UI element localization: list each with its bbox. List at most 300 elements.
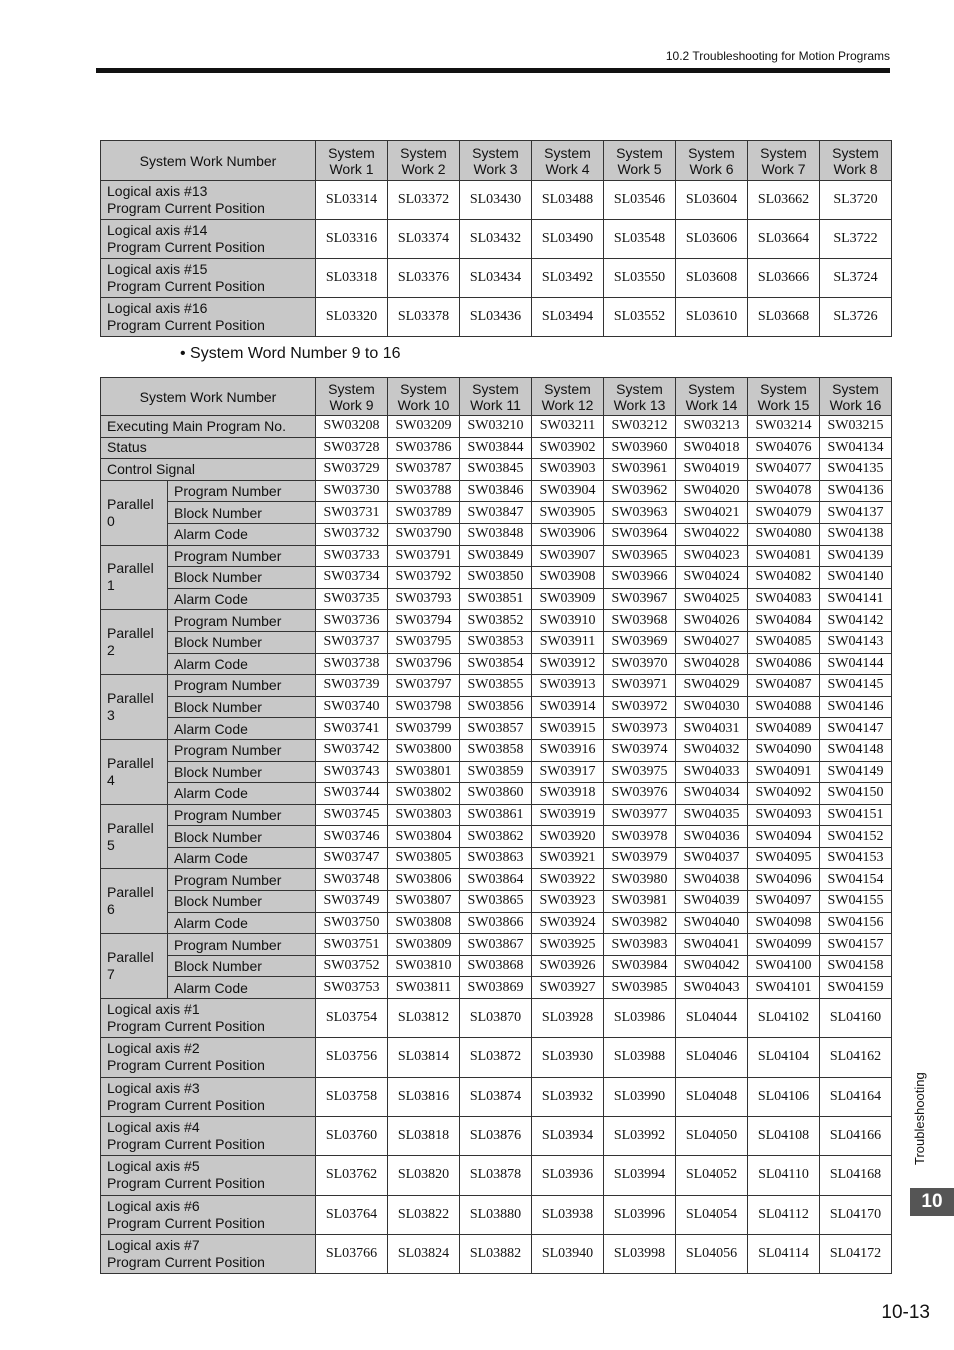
table-row bbox=[101, 912, 892, 934]
value-cell: SL03434 bbox=[460, 259, 532, 298]
value-cell: SW04139 bbox=[820, 545, 892, 567]
value-cell: SL04160 bbox=[820, 999, 892, 1038]
value-cell: SW03846 bbox=[460, 480, 532, 502]
cell-line: System bbox=[832, 144, 879, 161]
value-cell: SW04038 bbox=[676, 869, 748, 891]
value-cell: SW04084 bbox=[748, 610, 820, 632]
table-row bbox=[101, 977, 892, 999]
value-cell: SW04100 bbox=[748, 955, 820, 977]
value-cell: SL03546 bbox=[604, 181, 676, 220]
column-header bbox=[604, 378, 676, 416]
cell-line: System bbox=[472, 380, 519, 397]
row-label bbox=[101, 1038, 316, 1077]
cell-line: Work 5 bbox=[617, 160, 662, 177]
parallel-label bbox=[101, 480, 168, 545]
value-cell: SW04023 bbox=[676, 545, 748, 567]
value-cell: SW04080 bbox=[748, 523, 820, 545]
cell-line: 3 bbox=[107, 707, 115, 724]
value-cell: SL03606 bbox=[676, 220, 748, 259]
header-row bbox=[101, 378, 892, 416]
value-cell: SW03915 bbox=[532, 718, 604, 740]
cell-line: Program Current Position bbox=[107, 278, 265, 294]
value-cell: SW03735 bbox=[316, 588, 388, 610]
sub-row-label: Block Number bbox=[168, 502, 316, 524]
value-cell: SW03985 bbox=[604, 977, 676, 999]
cell-line: 1 bbox=[107, 577, 115, 594]
column-header bbox=[532, 378, 604, 416]
row-label bbox=[101, 181, 316, 220]
cell-line: 4 bbox=[107, 771, 115, 788]
value-cell: SW03855 bbox=[460, 675, 532, 697]
value-cell: SW03979 bbox=[604, 847, 676, 869]
value-cell: SL03754 bbox=[316, 999, 388, 1038]
cell-line: Logical axis #13 bbox=[107, 183, 208, 199]
cell-line: Parallel bbox=[107, 884, 154, 901]
value-cell: SW04150 bbox=[820, 783, 892, 805]
cell-line: System bbox=[400, 144, 447, 161]
value-cell: SW03857 bbox=[460, 718, 532, 740]
value-cell: SL04162 bbox=[820, 1038, 892, 1077]
value-cell: SW03797 bbox=[388, 675, 460, 697]
value-cell: SW04031 bbox=[676, 718, 748, 740]
value-cell: SL03758 bbox=[316, 1077, 388, 1116]
value-cell: SW03917 bbox=[532, 761, 604, 783]
value-cell: SL03664 bbox=[748, 220, 820, 259]
value-cell: SW04021 bbox=[676, 502, 748, 524]
cell-line: Parallel bbox=[107, 819, 154, 836]
value-cell: SL03936 bbox=[532, 1156, 604, 1195]
value-cell: SW04098 bbox=[748, 912, 820, 934]
sub-row-label: Alarm Code bbox=[168, 847, 316, 869]
value-cell: SW03791 bbox=[388, 545, 460, 567]
value-cell: SW03737 bbox=[316, 631, 388, 653]
value-cell: SL03816 bbox=[388, 1077, 460, 1116]
value-cell: SW04136 bbox=[820, 480, 892, 502]
value-cell: SW03968 bbox=[604, 610, 676, 632]
value-cell: SW04043 bbox=[676, 977, 748, 999]
value-cell: SW03856 bbox=[460, 696, 532, 718]
cell-line: Parallel bbox=[107, 949, 154, 966]
value-cell: SW04088 bbox=[748, 696, 820, 718]
row-label: Status bbox=[101, 437, 316, 459]
column-header bbox=[676, 378, 748, 416]
table-row bbox=[101, 891, 892, 913]
value-cell: SW04082 bbox=[748, 567, 820, 589]
value-cell: SW03728 bbox=[316, 437, 388, 459]
value-cell: SL04052 bbox=[676, 1156, 748, 1195]
table-row bbox=[101, 1116, 892, 1155]
sub-row-label: Program Number bbox=[168, 739, 316, 761]
cell-line: 0 bbox=[107, 512, 115, 529]
value-cell: SW04018 bbox=[676, 437, 748, 459]
value-cell: SW04101 bbox=[748, 977, 820, 999]
value-cell: SW03738 bbox=[316, 653, 388, 675]
value-cell: SL03878 bbox=[460, 1156, 532, 1195]
table-row bbox=[101, 1038, 892, 1077]
cell-line: Program Current Position bbox=[107, 1214, 265, 1231]
value-cell: SL03372 bbox=[388, 181, 460, 220]
value-cell: SL03430 bbox=[460, 181, 532, 220]
value-cell: SW04140 bbox=[820, 567, 892, 589]
value-cell: SW03974 bbox=[604, 739, 676, 761]
value-cell: SL03880 bbox=[460, 1195, 532, 1234]
value-cell: SL03876 bbox=[460, 1116, 532, 1155]
value-cell: SL03760 bbox=[316, 1116, 388, 1155]
table-row bbox=[101, 416, 892, 438]
value-cell: SW03850 bbox=[460, 567, 532, 589]
cell-line: Work 14 bbox=[685, 396, 738, 413]
cell-line: System bbox=[544, 380, 591, 397]
value-cell: SL03814 bbox=[388, 1038, 460, 1077]
value-cell: SL03764 bbox=[316, 1195, 388, 1234]
row-label: Executing Main Program No. bbox=[101, 416, 316, 438]
value-cell: SW03793 bbox=[388, 588, 460, 610]
value-cell: SW03914 bbox=[532, 696, 604, 718]
value-cell: SW04157 bbox=[820, 934, 892, 956]
cell-line: Parallel bbox=[107, 690, 154, 707]
cell-line: System bbox=[616, 380, 663, 397]
value-cell: SL03812 bbox=[388, 999, 460, 1038]
column-header-label: System Work Number bbox=[101, 141, 316, 181]
value-cell: SW04027 bbox=[676, 631, 748, 653]
cell-line: Logical axis #5 bbox=[107, 1158, 200, 1175]
cell-line: System bbox=[688, 144, 735, 161]
value-cell: SW03860 bbox=[460, 783, 532, 805]
value-cell: SW03961 bbox=[604, 459, 676, 481]
value-cell: SW03752 bbox=[316, 955, 388, 977]
value-cell: SL03492 bbox=[532, 259, 604, 298]
value-cell: SW04076 bbox=[748, 437, 820, 459]
value-cell: SL04056 bbox=[676, 1234, 748, 1273]
value-cell: SL03666 bbox=[748, 259, 820, 298]
value-cell: SW03792 bbox=[388, 567, 460, 589]
value-cell: SW03983 bbox=[604, 934, 676, 956]
value-cell: SW04097 bbox=[748, 891, 820, 913]
value-cell: SL03436 bbox=[460, 298, 532, 337]
value-cell: SW04032 bbox=[676, 739, 748, 761]
cell-line: Logical axis #1 bbox=[107, 1001, 200, 1018]
cell-line: Work 12 bbox=[541, 396, 594, 413]
table-row bbox=[101, 610, 892, 632]
value-cell: SL03986 bbox=[604, 999, 676, 1038]
sub-row-label: Program Number bbox=[168, 675, 316, 697]
cell-line: Work 13 bbox=[613, 396, 666, 413]
value-cell: SW03739 bbox=[316, 675, 388, 697]
value-cell: SL03932 bbox=[532, 1077, 604, 1116]
value-cell: SL03766 bbox=[316, 1234, 388, 1273]
value-cell: SW04028 bbox=[676, 653, 748, 675]
value-cell: SL03820 bbox=[388, 1156, 460, 1195]
value-cell: SW04083 bbox=[748, 588, 820, 610]
value-cell: SW03916 bbox=[532, 739, 604, 761]
cell-line: Work 2 bbox=[401, 160, 446, 177]
value-cell: SL04050 bbox=[676, 1116, 748, 1155]
value-cell: SW03210 bbox=[460, 416, 532, 438]
value-cell: SL03988 bbox=[604, 1038, 676, 1077]
value-cell: SW03964 bbox=[604, 523, 676, 545]
value-cell: SW04092 bbox=[748, 783, 820, 805]
value-cell: SW03909 bbox=[532, 588, 604, 610]
value-cell: SW04040 bbox=[676, 912, 748, 934]
value-cell: SL03938 bbox=[532, 1195, 604, 1234]
value-cell: SW03798 bbox=[388, 696, 460, 718]
table-row bbox=[101, 502, 892, 524]
value-cell: SW04093 bbox=[748, 804, 820, 826]
value-cell: SW03215 bbox=[820, 416, 892, 438]
value-cell: SL3726 bbox=[820, 298, 892, 337]
value-cell: SW03867 bbox=[460, 934, 532, 956]
value-cell: SL03756 bbox=[316, 1038, 388, 1077]
value-cell: SL03824 bbox=[388, 1234, 460, 1273]
value-cell: SL03934 bbox=[532, 1116, 604, 1155]
value-cell: SW03924 bbox=[532, 912, 604, 934]
value-cell: SW04095 bbox=[748, 847, 820, 869]
value-cell: SW03854 bbox=[460, 653, 532, 675]
value-cell: SL04114 bbox=[748, 1234, 820, 1273]
value-cell: SW03859 bbox=[460, 761, 532, 783]
value-cell: SW03844 bbox=[460, 437, 532, 459]
cell-line: Work 7 bbox=[761, 160, 806, 177]
value-cell: SW03213 bbox=[676, 416, 748, 438]
cell-line: Work 4 bbox=[545, 160, 590, 177]
value-cell: SL03604 bbox=[676, 181, 748, 220]
value-cell: SW03801 bbox=[388, 761, 460, 783]
value-cell: SL03376 bbox=[388, 259, 460, 298]
value-cell: SW03853 bbox=[460, 631, 532, 653]
value-cell: SW03789 bbox=[388, 502, 460, 524]
table-row bbox=[101, 761, 892, 783]
value-cell: SW03982 bbox=[604, 912, 676, 934]
cell-line: Work 9 bbox=[329, 396, 374, 413]
value-cell: SL03552 bbox=[604, 298, 676, 337]
column-header bbox=[316, 378, 388, 416]
table-row bbox=[101, 181, 892, 220]
cell-line: System bbox=[688, 380, 735, 397]
value-cell: SW03911 bbox=[532, 631, 604, 653]
parallel-label bbox=[101, 934, 168, 999]
table-row bbox=[101, 588, 892, 610]
cell-line: System bbox=[472, 144, 519, 161]
value-cell: SW03744 bbox=[316, 783, 388, 805]
value-cell: SW04026 bbox=[676, 610, 748, 632]
value-cell: SW03966 bbox=[604, 567, 676, 589]
value-cell: SW03805 bbox=[388, 847, 460, 869]
cell-line: Logical axis #4 bbox=[107, 1119, 200, 1136]
value-cell: SW04156 bbox=[820, 912, 892, 934]
value-cell: SW04041 bbox=[676, 934, 748, 956]
value-cell: SW04099 bbox=[748, 934, 820, 956]
table-row bbox=[101, 1077, 892, 1116]
cell-line: Parallel bbox=[107, 560, 154, 577]
value-cell: SW03802 bbox=[388, 783, 460, 805]
sub-row-label: Block Number bbox=[168, 891, 316, 913]
value-cell: SW03810 bbox=[388, 955, 460, 977]
value-cell: SW04037 bbox=[676, 847, 748, 869]
value-cell: SW03848 bbox=[460, 523, 532, 545]
cell-line: Parallel bbox=[107, 754, 154, 771]
value-cell: SL03930 bbox=[532, 1038, 604, 1077]
cell-line: System bbox=[544, 144, 591, 161]
value-cell: SW04143 bbox=[820, 631, 892, 653]
value-cell: SW03730 bbox=[316, 480, 388, 502]
cell-line: Program Current Position bbox=[107, 1096, 265, 1113]
value-cell: SW03736 bbox=[316, 610, 388, 632]
value-cell: SW03907 bbox=[532, 545, 604, 567]
cell-line: Program Current Position bbox=[107, 1253, 265, 1270]
value-cell: SW03864 bbox=[460, 869, 532, 891]
value-cell: SL3722 bbox=[820, 220, 892, 259]
table-row bbox=[101, 955, 892, 977]
value-cell: SL03320 bbox=[316, 298, 388, 337]
value-cell: SL03318 bbox=[316, 259, 388, 298]
table-row bbox=[101, 459, 892, 481]
page-number: 10-13 bbox=[881, 1302, 930, 1323]
value-cell: SL03940 bbox=[532, 1234, 604, 1273]
column-header bbox=[676, 141, 748, 181]
sub-row-label: Alarm Code bbox=[168, 977, 316, 999]
value-cell: SW04039 bbox=[676, 891, 748, 913]
value-cell: SW03912 bbox=[532, 653, 604, 675]
value-cell: SW04094 bbox=[748, 826, 820, 848]
value-cell: SW03733 bbox=[316, 545, 388, 567]
sub-row-label: Block Number bbox=[168, 567, 316, 589]
value-cell: SW03922 bbox=[532, 869, 604, 891]
value-cell: SL03378 bbox=[388, 298, 460, 337]
value-cell: SW03973 bbox=[604, 718, 676, 740]
value-cell: SW04152 bbox=[820, 826, 892, 848]
value-cell: SW03975 bbox=[604, 761, 676, 783]
table-row bbox=[101, 1156, 892, 1195]
value-cell: SW04145 bbox=[820, 675, 892, 697]
value-cell: SW03748 bbox=[316, 869, 388, 891]
value-cell: SW04158 bbox=[820, 955, 892, 977]
value-cell: SW03918 bbox=[532, 783, 604, 805]
cell-line: Logical axis #3 bbox=[107, 1079, 200, 1096]
cell-line: Logical axis #7 bbox=[107, 1236, 200, 1253]
cell-line: Work 6 bbox=[689, 160, 734, 177]
header-rule bbox=[96, 68, 890, 73]
cell-line: Logical axis #14 bbox=[107, 222, 208, 238]
sub-row-label: Alarm Code bbox=[168, 718, 316, 740]
sub-row-label: Block Number bbox=[168, 631, 316, 653]
row-label bbox=[101, 259, 316, 298]
column-header bbox=[388, 141, 460, 181]
cell-line: Logical axis #6 bbox=[107, 1197, 200, 1214]
value-cell: SW03807 bbox=[388, 891, 460, 913]
value-cell: SW03866 bbox=[460, 912, 532, 934]
value-cell: SL04106 bbox=[748, 1077, 820, 1116]
value-cell: SW03740 bbox=[316, 696, 388, 718]
parallel-label bbox=[101, 869, 168, 934]
value-cell: SW03923 bbox=[532, 891, 604, 913]
value-cell: SL03822 bbox=[388, 1195, 460, 1234]
value-cell: SW04153 bbox=[820, 847, 892, 869]
row-label bbox=[101, 1077, 316, 1116]
table-row bbox=[101, 696, 892, 718]
value-cell: SW04148 bbox=[820, 739, 892, 761]
value-cell: SL3724 bbox=[820, 259, 892, 298]
sub-row-label: Alarm Code bbox=[168, 523, 316, 545]
sub-row-label: Block Number bbox=[168, 955, 316, 977]
value-cell: SW04085 bbox=[748, 631, 820, 653]
value-cell: SW03862 bbox=[460, 826, 532, 848]
value-cell: SL04164 bbox=[820, 1077, 892, 1116]
value-cell: SW04154 bbox=[820, 869, 892, 891]
value-cell: SW03750 bbox=[316, 912, 388, 934]
value-cell: SW04081 bbox=[748, 545, 820, 567]
sub-row-label: Alarm Code bbox=[168, 783, 316, 805]
value-cell: SL04044 bbox=[676, 999, 748, 1038]
value-cell: SL03994 bbox=[604, 1156, 676, 1195]
value-cell: SW03794 bbox=[388, 610, 460, 632]
table-row bbox=[101, 847, 892, 869]
value-cell: SL04112 bbox=[748, 1195, 820, 1234]
value-cell: SW03804 bbox=[388, 826, 460, 848]
cell-line: System bbox=[400, 380, 447, 397]
cell-line: System bbox=[328, 144, 375, 161]
value-cell: SW03809 bbox=[388, 934, 460, 956]
value-cell: SW04096 bbox=[748, 869, 820, 891]
value-cell: SW04033 bbox=[676, 761, 748, 783]
sub-row-label: Program Number bbox=[168, 545, 316, 567]
cell-line: Parallel bbox=[107, 495, 154, 512]
value-cell: SW03967 bbox=[604, 588, 676, 610]
value-cell: SW04024 bbox=[676, 567, 748, 589]
row-label bbox=[101, 1195, 316, 1234]
column-header bbox=[316, 141, 388, 181]
value-cell: SL04108 bbox=[748, 1116, 820, 1155]
value-cell: SW04146 bbox=[820, 696, 892, 718]
value-cell: SW03970 bbox=[604, 653, 676, 675]
cell-line: Program Current Position bbox=[107, 1057, 265, 1074]
system-work-table-1-to-8 bbox=[100, 140, 892, 337]
value-cell: SW04135 bbox=[820, 459, 892, 481]
chapter-side-label: Troubleshooting bbox=[912, 1072, 927, 1165]
value-cell: SW04036 bbox=[676, 826, 748, 848]
column-header bbox=[460, 378, 532, 416]
table-row bbox=[101, 718, 892, 740]
table-row bbox=[101, 934, 892, 956]
value-cell: SW04079 bbox=[748, 502, 820, 524]
value-cell: SW04137 bbox=[820, 502, 892, 524]
value-cell: SL03874 bbox=[460, 1077, 532, 1116]
cell-line: 7 bbox=[107, 966, 115, 983]
value-cell: SW04078 bbox=[748, 480, 820, 502]
sub-row-label: Program Number bbox=[168, 869, 316, 891]
value-cell: SL03550 bbox=[604, 259, 676, 298]
value-cell: SW03981 bbox=[604, 891, 676, 913]
value-cell: SW03741 bbox=[316, 718, 388, 740]
value-cell: SW03800 bbox=[388, 739, 460, 761]
value-cell: SW03852 bbox=[460, 610, 532, 632]
value-cell: SW03978 bbox=[604, 826, 676, 848]
cell-line: Work 11 bbox=[470, 396, 521, 413]
table-row bbox=[101, 631, 892, 653]
value-cell: SL03928 bbox=[532, 999, 604, 1038]
table-row bbox=[101, 298, 892, 337]
column-header bbox=[748, 141, 820, 181]
value-cell: SL04102 bbox=[748, 999, 820, 1038]
value-cell: SL03610 bbox=[676, 298, 748, 337]
value-cell: SL04172 bbox=[820, 1234, 892, 1273]
cell-line: System bbox=[760, 144, 807, 161]
value-cell: SL03996 bbox=[604, 1195, 676, 1234]
value-cell: SW03747 bbox=[316, 847, 388, 869]
table-row bbox=[101, 437, 892, 459]
value-cell: SW03984 bbox=[604, 955, 676, 977]
table-row bbox=[101, 1234, 892, 1273]
value-cell: SW03745 bbox=[316, 804, 388, 826]
